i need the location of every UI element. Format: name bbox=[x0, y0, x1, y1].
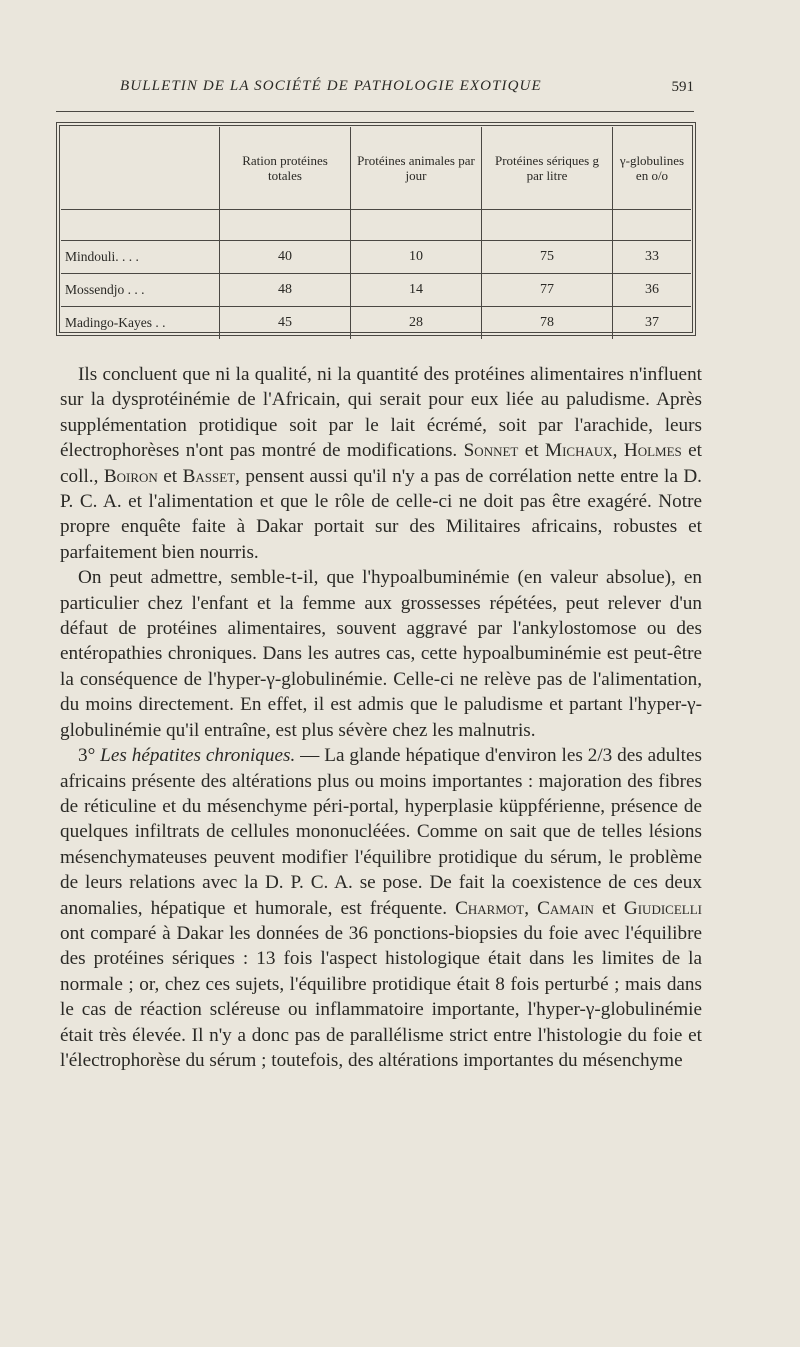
table-cell: 48 bbox=[220, 274, 351, 307]
page-header bbox=[0, 78, 800, 102]
paragraph: On peut admettre, semble-t-il, que l'hypoalbuminémie (en valeur absolue), en particulier chez l'enfant et la femme aux grossesses répétées, peut relever d'un défaut de protéines alimentaires, souvent aggravé par l'ankylostomose ou des entéropathies chroniques. Dans les autres cas, cette hypoalbuminémie est peut-être la conséquence de l'hyper-γ-globulinémie. Celle-ci ne relève pas de l'alimentation, du moins directement. En effet, il est admis que le paludisme et partant l'hyper-γ-globulinémie qu'il entraîne, est plus sévère chez les malnutris. bbox=[60, 567, 702, 741]
data-table bbox=[61, 127, 691, 339]
column-header: Protéines animales par jour bbox=[351, 127, 482, 210]
column-header: γ-globulines en o/o bbox=[613, 127, 692, 210]
row-label: Madingo-Kayes . . bbox=[61, 307, 220, 340]
author-name: Charmot bbox=[455, 897, 525, 919]
table-cell: 40 bbox=[220, 241, 351, 274]
author-name: Giudicelli bbox=[623, 897, 702, 919]
table-header-row bbox=[61, 127, 691, 210]
row-label: Mindouli. . . . bbox=[61, 241, 220, 274]
table-cell: 77 bbox=[482, 274, 613, 307]
running-title: BULLETIN DE LA SOCIÉTÉ DE PATHOLOGIE EXOTIQUE bbox=[120, 78, 542, 94]
table-cell: 45 bbox=[220, 307, 351, 340]
author-name: Boiron bbox=[103, 465, 158, 487]
table-cell: 28 bbox=[351, 307, 482, 340]
table-row bbox=[61, 274, 691, 307]
table-cell: 14 bbox=[351, 274, 482, 307]
table-row bbox=[61, 307, 691, 340]
header-rule bbox=[56, 111, 694, 112]
column-header: Ration protéines totales bbox=[220, 127, 351, 210]
author-name: Sonnet bbox=[463, 440, 519, 462]
paragraph: 3° Les hépatites chroniques. — La glande hépatique d'environ les 2/3 des adultes africains présente des altérations plus ou moins importantes : majoration des fibres de réticuline et du mésenchyme péri-portal, hyperplasie küppférienne, présence de quelques infiltrats de cellules mononucléées. Comme on sait que de telles lésions mésenchymateuses peuvent modifier l'équilibre protidique du sérum, le problème de leurs relations avec la D. P. C. A. se pose. De fait la coexistence de ces deux anomalies, hépatique et humorale, est fréquente. Charmot, Camain et Giudicelli ont comparé à Dakar les données de 36 ponctions-biopsies du foie avec l'équilibre des protéines sériques : 13 fois l'aspect histologique était dans les limites de la normale ; or, chez ces sujets, l'équilibre protidique était 8 fois perturbé ; mais dans le cas de réaction scléreuse ou inflammatoire importante, l'hyper-γ-globulinémie était très élevée. Il n'y a donc pas de parallélisme strict entre l'histologie du foie et l'électrophorèse du sérum ; toutefois, des altérations importantes du mésenchyme bbox=[60, 745, 702, 1071]
column-header-blank bbox=[61, 127, 220, 210]
page-number: 591 bbox=[671, 79, 694, 95]
section-title: Les hépatites chroniques. bbox=[100, 745, 296, 767]
table-cell: 37 bbox=[613, 307, 692, 340]
table-spacer-row bbox=[61, 210, 691, 241]
table-cell: 36 bbox=[613, 274, 692, 307]
table-row bbox=[61, 241, 691, 274]
paragraph: Ils concluent que ni la qualité, ni la quantité des protéines alimentaires n'influent sur la dysprotéinémie de l'Africain, qui serait pour eux liée au paludisme. Après supplémentation protidique soit par le lait écrémé, soit par l'arachide, leurs électrophorèses n'ont pas montré de modifications. Sonnet et Michaux, Holmes et coll., Boiron et Basset, pensent aussi qu'il n'y a pas de corrélation nette entre la D. P. C. A. et l'alimentation et que le rôle de celle-ci ne doit pas être exagéré. Notre propre enquête faite à Dakar portait sur des Militaires africains, robustes et parfaitement bien nourris. bbox=[60, 364, 703, 563]
protein-table bbox=[56, 122, 696, 336]
table-cell: 10 bbox=[351, 241, 482, 274]
author-name: Michaux bbox=[545, 440, 613, 462]
table-cell: 33 bbox=[613, 241, 692, 274]
author-name: Camain bbox=[537, 897, 594, 919]
row-label: Mossendjo . . . bbox=[61, 274, 220, 307]
body-text bbox=[60, 362, 702, 1073]
table-cell: 78 bbox=[482, 307, 613, 340]
author-name: Basset bbox=[182, 465, 236, 487]
column-header: Protéines sériques g par litre bbox=[482, 127, 613, 210]
table-cell: 75 bbox=[482, 241, 613, 274]
author-name: Holmes bbox=[623, 440, 682, 462]
